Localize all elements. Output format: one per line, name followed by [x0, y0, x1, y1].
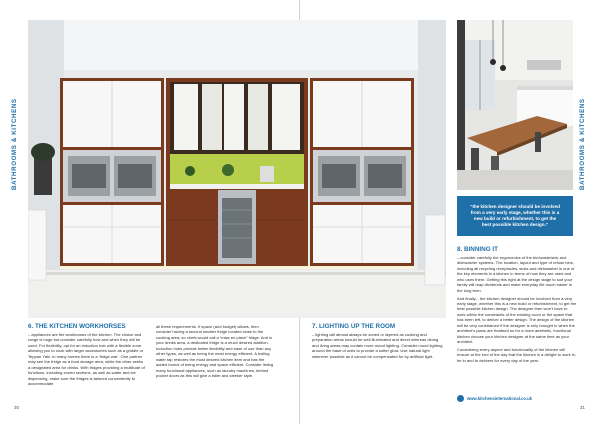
- section-label-left: BATHROOMS & KITCHENS: [11, 98, 18, 190]
- website-link[interactable]: [457, 395, 532, 402]
- section8-para-3: Considering every aspect and functionality of the kitchen will ensure at the end of the day that the kitchen is a delight to work in, be in and to delivers for every day of the year.: [457, 347, 577, 363]
- section6-col1: – appliances are the workhorses of the kitchen. The choice and range is huge but consider carefully how and when they will be used. For flexibility, opt for an induction hob with a flexible zone allowing you to cook with larger accessories such as a griddle or Teppan Yaki. In many homes there is a ‘fridge war’. One partner may see the fridge as a food storage area, while the other seeks a designated area for drinks. With fridges providing a multitude of functions, including zoned sections, as well as water and ice dispensing, make sure the fridges is tailored conveniently to accommodate: [28, 332, 145, 387]
- dining-photo: [457, 20, 573, 190]
- section7-body: – lighting will almost always be zoned or layered as cooking and preparation areas should be well illuminated and direct whereas dining and living areas may contain more mood lighting. Consider mood lighting around the base of units to provide a softer glow. Use natural light wherever possible as it cannot be compensated for by artificial light.: [312, 332, 443, 359]
- kitchen-photo: [28, 20, 446, 318]
- globe-icon: [457, 395, 464, 402]
- section6-col2: all these requirements. If space (and budget) allows, then consider having a second smaller fridge located close to the cooking area, so chefs would call a “mise en place” fridge. And in your drinks area, a dedicated fridge is a much desired addition. Induction hobs provide better flexibility and ease of use than any other types, as well as being the most energy efficient. A boiling water tap restores the most desired kitchen item and has the added bonus of being energy and space efficient. Consider listing many functional appliances, such as laundry machines, behind pocket doors as this will give a tidier and sleeker style.: [156, 324, 274, 379]
- page-number-right: 31: [580, 405, 586, 410]
- section8-para-2: And finally... the kitchen designer should be involved from a very early stage, whether this is a new build or refurbishment, to get the best possible kitchen design. The designer then won’t have to work within the constraints of the existing room or the space that has been left, to deliver a better design. The design of the kitchen will be very constrained if the designer is only brought in when the architect’s plans are finalised so for a more aesthetic, functional kitchen choose your kitchen designer at the same time as your architect.: [457, 295, 577, 345]
- section8-body: [457, 255, 577, 366]
- section8-heading: 8. BINNING IT: [457, 246, 498, 253]
- website-text: www.kitchensinternational.co.uk: [467, 396, 532, 401]
- section7-heading: 7. LIGHTING UP THE ROOM: [312, 323, 396, 330]
- section6-heading: 6. THE KITCHEN WORKHORSES: [28, 323, 126, 330]
- section-label-right: BATHROOMS & KITCHENS: [579, 98, 586, 190]
- page-number-left: 30: [14, 405, 20, 410]
- pull-quote: “the kitchen designer should be involved from a very early stage, whether this is a new build or refurbishment, to get the best possible kitchen design.”: [457, 196, 573, 236]
- section8-para-1: – consider carefully the ergonomics of the bin/waste/sink and dishwasher systems. The location, layout and type of refuse bins, including all recycling receptacles, sinks and dishwasher is one of the key elements in a kitchen in terms of how they are used and who uses them. Getting this right at the design stage to suit your family will reap dividends and make everyday life much easier in the long term.: [457, 255, 575, 293]
